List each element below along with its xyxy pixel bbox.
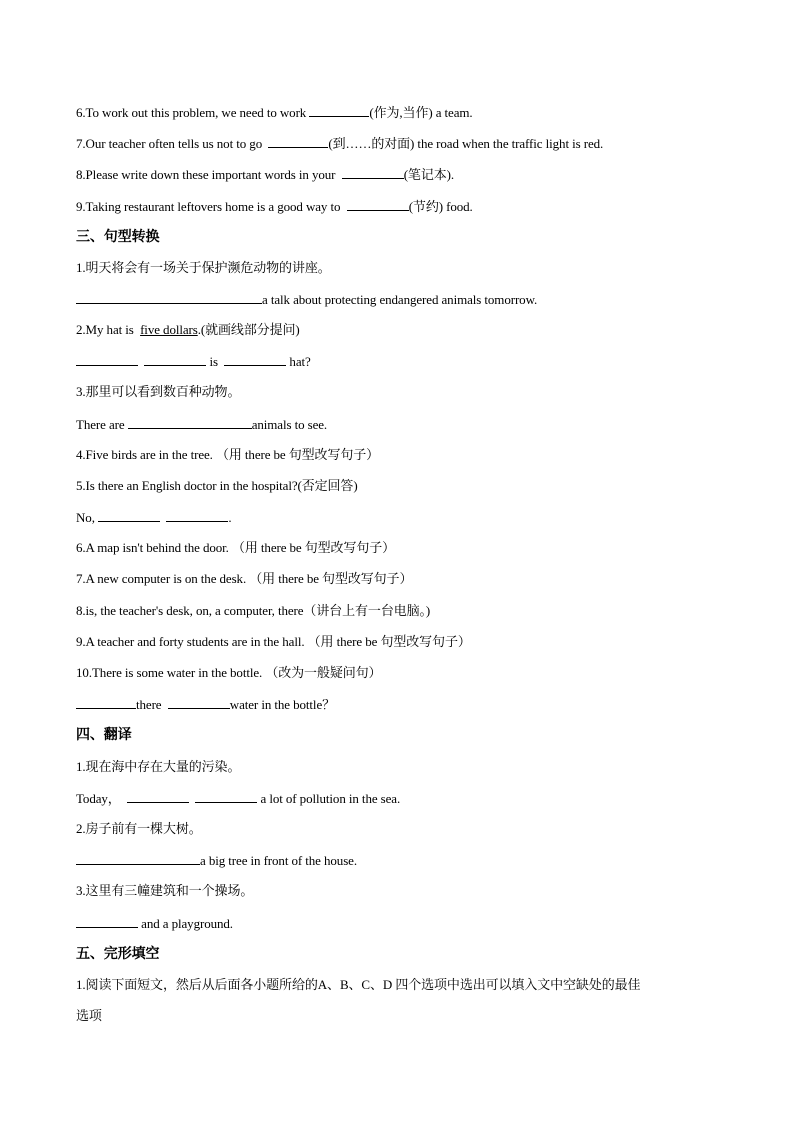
blank[interactable] [76,352,138,366]
q3-2-answer: is hat? [76,352,311,371]
q2-9: 9.Taking restaurant leftovers home is a good way to (节约) food. [76,199,473,214]
q3-5-prompt: 5.Is there an English doctor in the hospital?(否定回答) [76,478,358,493]
q4-1-prompt: 1.现在海中存在大量的污染。 [76,759,241,774]
blank[interactable] [195,789,257,803]
blank[interactable] [98,508,160,522]
blank[interactable] [347,197,409,211]
section-5-heading: 五、完形填空 [76,946,160,962]
q3-6: 6.A map isn't behind the door. （用 there be 句型改写句子） [76,540,396,555]
q3-4: 4.Five birds are in the tree. （用 there be 句型改写句子） [76,447,380,462]
q3-1-answer: a talk about protecting endangered animals tomorrow. [76,290,537,309]
q3-3-answer: There are animals to see. [76,417,328,432]
q4-1-answer: Today， a lot of pollution in the sea. [76,791,401,806]
q4-2-prompt: 2.房子前有一棵大树。 [76,821,202,836]
blank[interactable] [166,508,228,522]
q4-2-answer: a big tree in front of the house. [76,851,357,870]
q4-3-prompt: 3.这里有三幢建筑和一个操场。 [76,883,254,898]
blank[interactable] [144,352,206,366]
blank[interactable] [76,695,136,709]
q3-10-prompt: 10.There is some water in the bottle. （改为一般疑问句） [76,665,382,680]
q3-7: 7.A new computer is on the desk. （用 there be 句型改写句子） [76,571,413,586]
q3-5-answer: No, . [76,510,232,525]
section-3-heading: 三、句型转换 [76,229,160,245]
blank[interactable] [76,914,138,928]
blank[interactable] [309,103,369,117]
q3-3-prompt: 3.那里可以看到数百种动物。 [76,384,241,399]
q4-3-answer: and a playground. [76,914,233,933]
q3-2-prompt: 2.My hat is five dollars.(就画线部分提问) [76,322,300,337]
blank[interactable] [168,695,230,709]
blank[interactable] [342,165,404,179]
section-4-heading: 四、翻译 [76,727,132,743]
blank[interactable] [76,290,262,304]
blank[interactable] [224,352,286,366]
q2-6: 6.To work out this problem, we need to work (作为,当作) a team. [76,105,473,120]
blank[interactable] [128,415,252,429]
q3-9: 9.A teacher and forty students are in the hall. （用 there be 句型改写句子） [76,634,471,649]
blank[interactable] [76,851,200,865]
blank[interactable] [127,789,189,803]
q5-instruction-line1: 1.阅读下面短文，然后从后面各小题所给的A、B、C、D 四个选项中选出可以填入文中空缺处的最佳 [76,977,641,992]
q3-1-prompt: 1.明天将会有一场关于保护濒危动物的讲座。 [76,260,331,275]
blank[interactable] [268,134,328,148]
q3-10-answer: there water in the bottle？ [76,695,335,714]
q5-instruction-line2: 选项 [76,1008,102,1023]
q2-8: 8.Please write down these important words in your (笔记本). [76,167,455,182]
q3-8: 8.is, the teacher's desk, on, a computer, there（讲台上有一台电脑。) [76,603,431,618]
q2-7: 7.Our teacher often tells us not to go (到……的对面) the road when the traffic light is red. [76,136,604,151]
